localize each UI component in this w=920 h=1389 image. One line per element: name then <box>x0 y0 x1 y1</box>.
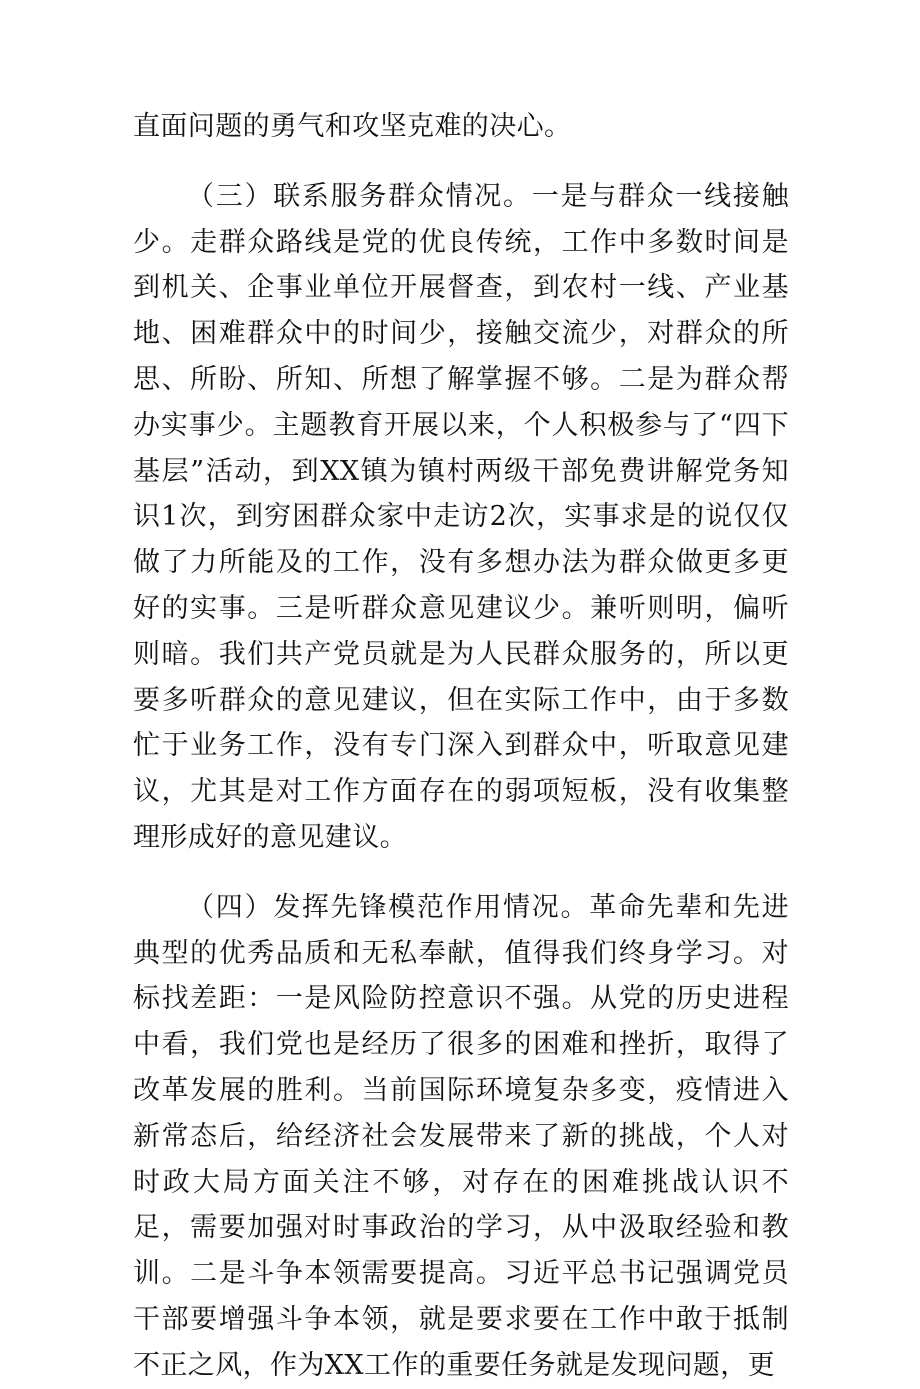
paragraph-spacer <box>133 150 789 174</box>
paragraph-section-3: （三）联系服务群众情况。一是与群众一线接触少。走群众路线是党的优良传统，工作中多数时间是到机关、企事业单位开展督查，到农村一线、产业基地、困难群众中的时间少，接触交流少，对群众的所思、所盼、所知、所想了解掌握不够。二是为群众帮办实事少。主题教育开展以来，个人积极参与了“四下基层”活动，到XX镇为镇村两级干部免费讲解党务知识1次，到穷困群众家中走访2次，实事求是的说仅仅做了力所能及的工作，没有多想办法为群众做更多更好的实事。三是听群众意见建议少。兼听则明，偏听则暗。我们共产党员就是为人民群众服务的，所以更要多听群众的意见建议，但在实际工作中，由于多数忙于业务工作，没有专门深入到群众中，听取意见建议，尤其是对工作方面存在的弱项短板，没有收集整理形成好的意见建议。 <box>133 180 789 853</box>
document-body <box>133 104 789 1389</box>
paragraph-spacer <box>133 861 789 885</box>
paragraph-section-4: （四）发挥先锋模范作用情况。革命先辈和先进典型的优秀品质和无私奉献，值得我们终身学习。对标找差距：一是风险防控意识不强。从党的历史进程中看，我们党也是经历了很多的困难和挫折，取得了改革发展的胜利。当前国际环境复杂多变，疫情进入新常态后，给经济社会发展带来了新的挑战，个人对时政大局方面关注不够，对存在的困难挑战认识不足，需要加强对时事政治的学习，从中汲取经验和教训。二是斗争本领需要提高。习近平总书记强调党员干部要增强斗争本领，就是要求要在工作中敢于抵制不正之风，作为XX工作的重要任务就是发现问题，更 <box>133 891 789 1381</box>
paragraph-continuation: 直面问题的勇气和攻坚克难的决心。 <box>133 111 572 142</box>
